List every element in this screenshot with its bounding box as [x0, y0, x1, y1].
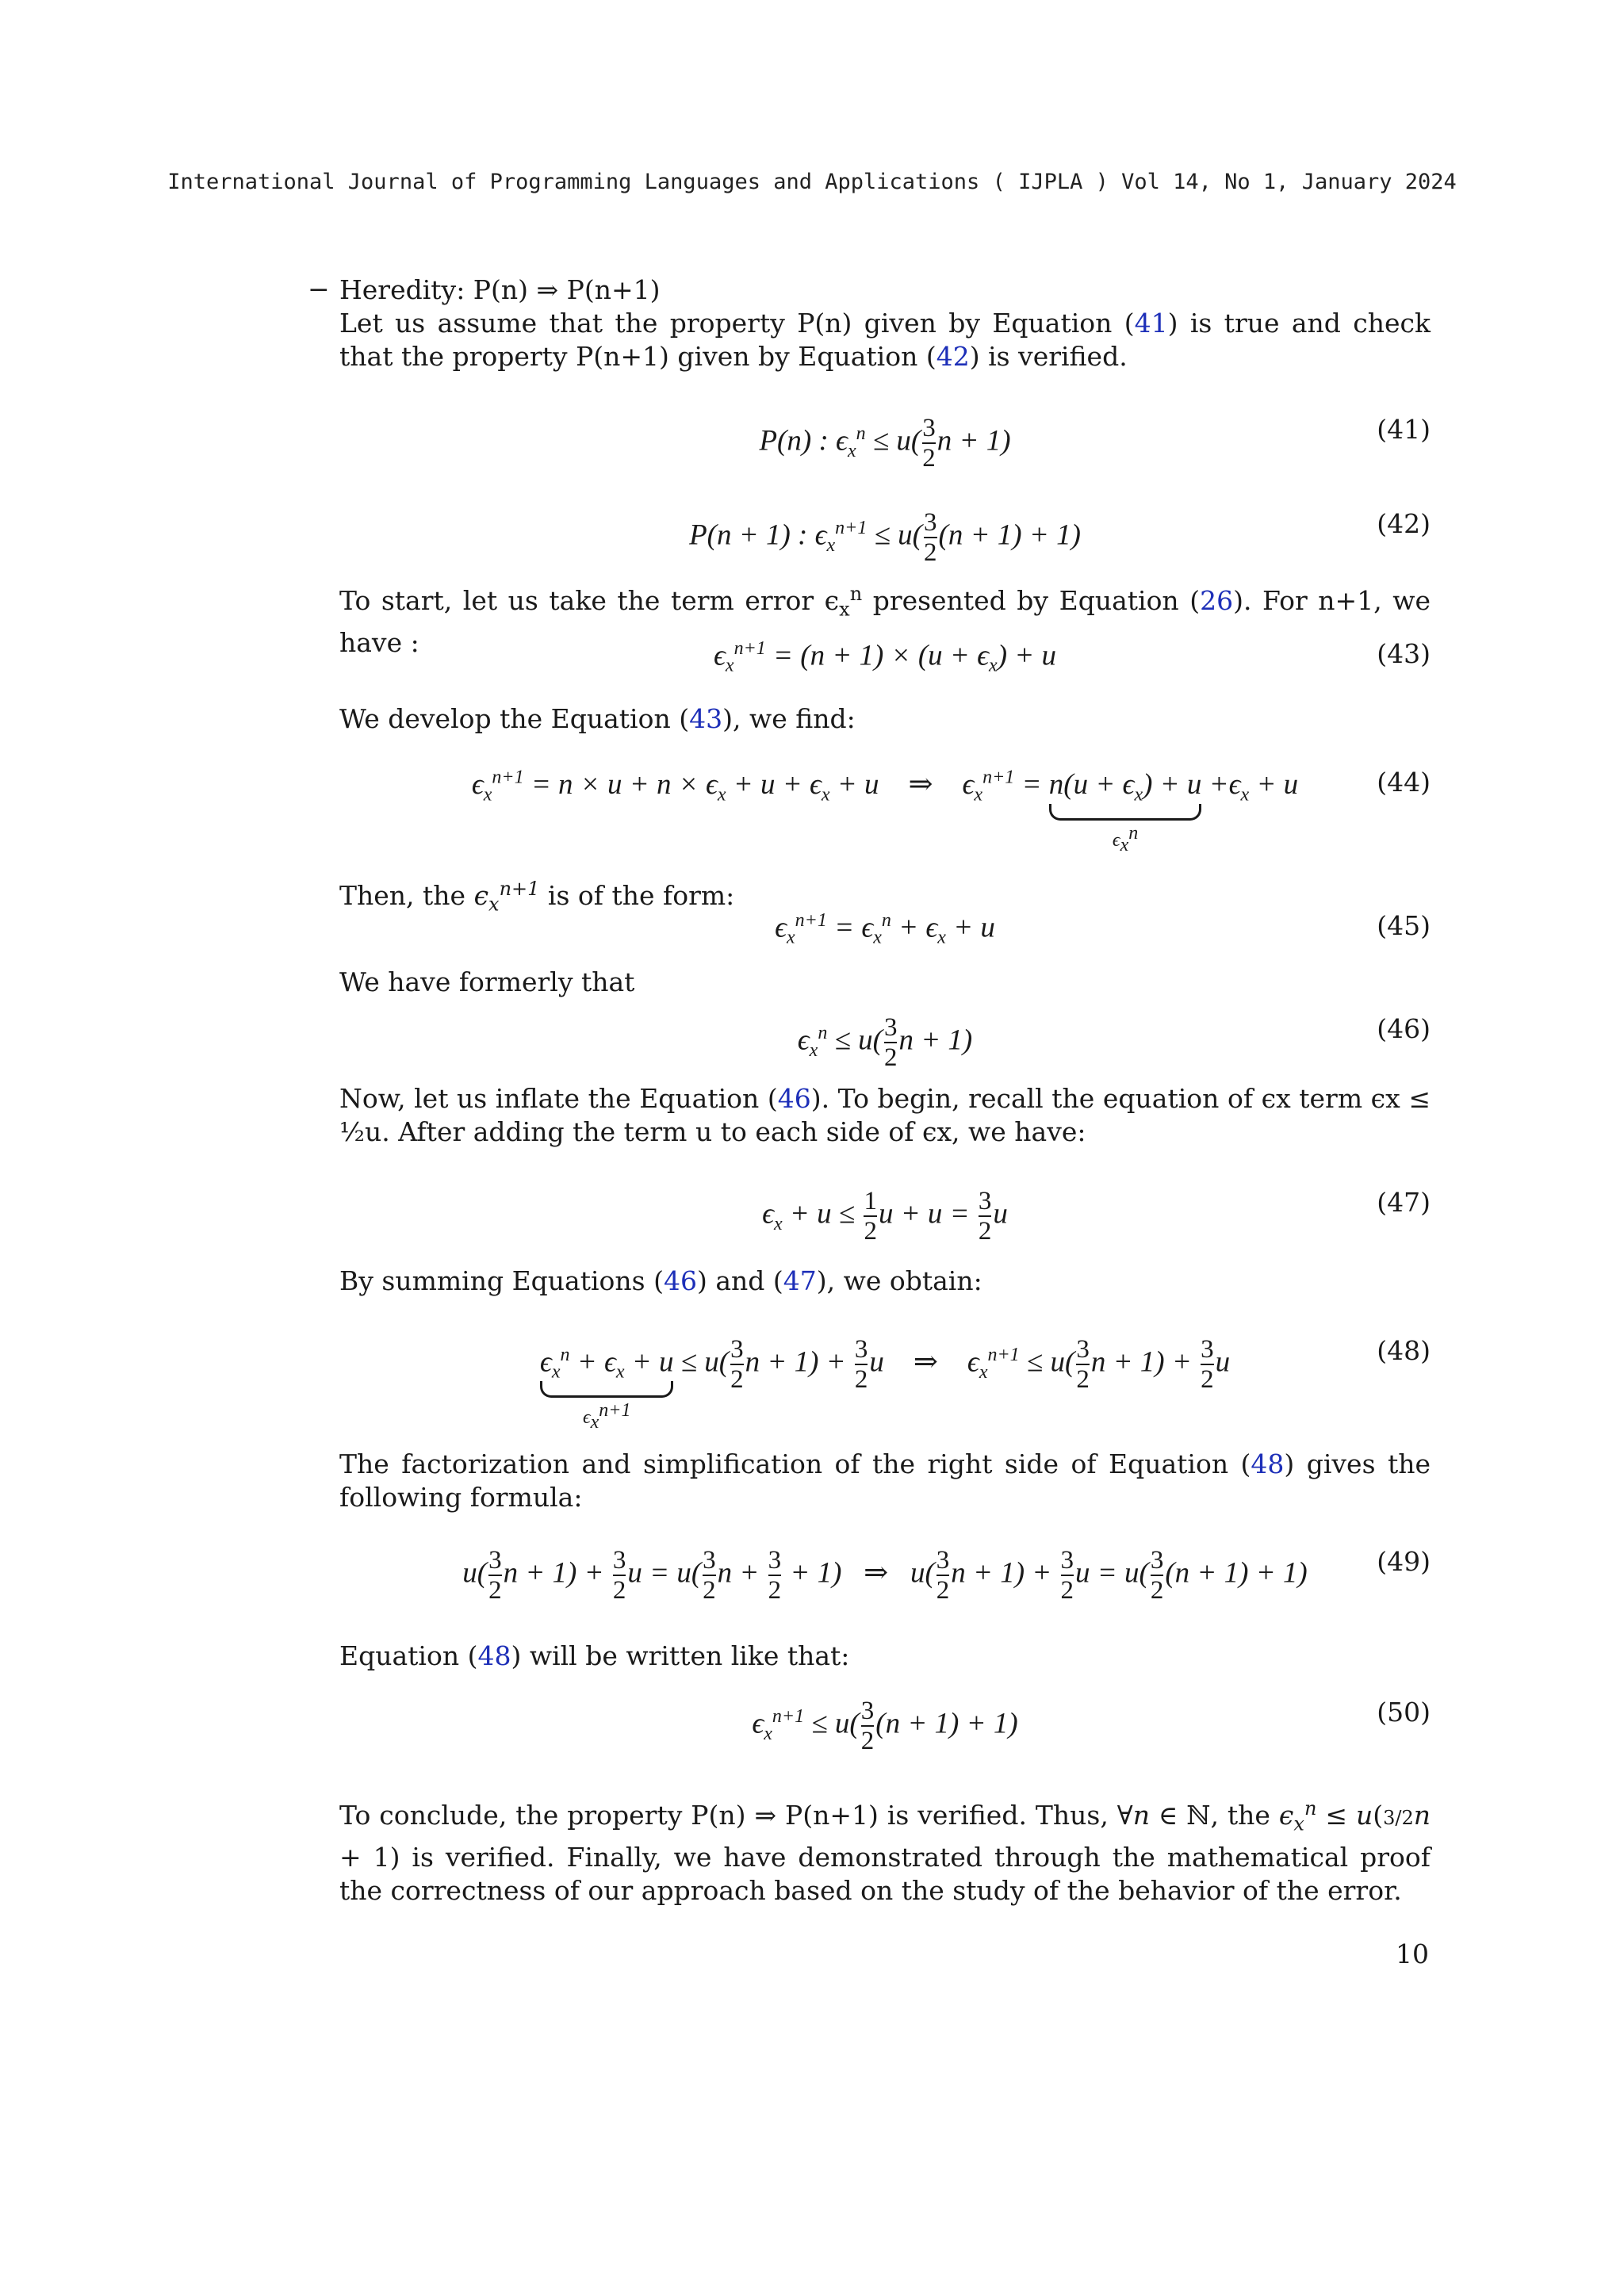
equation-number: (49) [1377, 1546, 1431, 1577]
equation-number: (48) [1377, 1335, 1431, 1366]
heredity-block [339, 274, 1431, 373]
paragraph-10: To conclude, the property P(n) ⇒ P(n+1) is verified. Thus, ∀n ∈ ℕ, the $\epsilon_x^n \le u(3/2n + 1)$ is verified. Finally, we have demonstrated through the mathematical proof the correctness of our approach based on the study of the behavior of the error. [339, 1797, 1431, 1906]
equation-42: P(n + 1) : $\epsilon_x^{n+1} \le u$( $\frac{3}{2}$ (n + 1) + 1) (42) [689, 508, 1431, 567]
heredity-title: Heredity: P(n) ⇒ P(n+1) [339, 274, 661, 305]
equation-number: (44) [1377, 767, 1431, 798]
equation-number: (45) [1377, 910, 1431, 941]
underbrace: $\epsilon_x^n + \epsilon_x + u$ $\epsilon_x^{n+1}$ [539, 1345, 674, 1433]
paragraph-6: Now, let us inflate the Equation (46). To begin, recall the equation of ϵx term ϵx ≤ ½u. After adding the term u to each side of ϵx, we have: [339, 1083, 1431, 1147]
paragraph-9: Equation (48) will be written like that: [339, 1640, 850, 1671]
paragraph-8: The factorization and simplification of the right side of Equation (48) gives the following formula: [339, 1448, 1431, 1513]
ref-link[interactable]: 48 [477, 1640, 511, 1671]
ref-link[interactable]: 41 [1134, 308, 1168, 339]
equation-number: (41) [1377, 414, 1431, 445]
paragraph-7: By summing Equations (46) and (47), we obtain: [339, 1265, 982, 1296]
journal-header: International Journal of Programming Languages and Applications ( IJPLA ) Vol 14, No 1, January 2024 [167, 170, 1457, 194]
paragraph-5: We have formerly that [339, 966, 635, 997]
equation-43: $\epsilon_x^{n+1} = (n + 1) \times (u + \epsilon_x) + u$ (43) [714, 638, 1431, 676]
equation-number: (42) [1377, 508, 1431, 539]
ref-link[interactable]: 26 [1200, 585, 1234, 616]
list-dash: − [308, 274, 330, 304]
equation-45: $\epsilon_x^{n+1} = \epsilon_x^n + \epsilon_x + u$ (45) [775, 910, 1431, 948]
paragraph-3: We develop the Equation (43), we find: [339, 703, 856, 734]
underbrace: $n(u + \epsilon_x) + u$ $\epsilon_x^n$ [1048, 768, 1202, 855]
paragraph-2: To start, let us take the term error $\epsilon_x^n$ presented by Equation (26). For n+1, we have : [339, 583, 1431, 658]
equation-number: (43) [1377, 638, 1431, 669]
ref-link[interactable]: 47 [783, 1265, 817, 1296]
paragraph-4: Then, the $\epsilon_x^{n+1}$ is of the form: [339, 878, 735, 916]
equation-46: $\epsilon_x^n \le u$( $\frac{3}{2}$ n + 1) (46) [797, 1013, 1431, 1072]
ref-link[interactable]: 43 [689, 703, 723, 734]
equation-44: $\epsilon_x^{n+1} = n \times u + n \times \epsilon_x + u + \epsilon_x + u$ ⇒ $\epsilon_x^{n+1} = n(u + \epsilon_x) + u$ $\epsilon_x^n$ $+\epsilon_x + u$ (44) [471, 767, 1431, 855]
equation-number: (50) [1377, 1697, 1431, 1728]
equation-number: (47) [1377, 1187, 1431, 1218]
equation-number: (46) [1377, 1013, 1431, 1044]
equation-49: u( $\frac{3}{2}$ n + 1) + $\frac{3}{2}$ u = u( $\frac{3}{2}$ n + $\frac{3}{2}$ + 1) ⇒ u( $\frac{3}{2}$ n + 1) + $\frac{3}{2}$ u = u( $\frac{3}{2}$ (n + 1) + 1) (49) [462, 1546, 1431, 1605]
ref-link[interactable]: 48 [1251, 1448, 1285, 1479]
ref-link[interactable]: 46 [777, 1083, 811, 1114]
ref-link[interactable]: 46 [663, 1265, 697, 1296]
equation-48: $\epsilon_x^n + \epsilon_x + u$ $\epsilon_x^{n+1}$ ≤ u( $\frac{3}{2}$ n + 1) + $\frac{3}{2}$ u ⇒ $\epsilon_x^{n+1} \le u$( $\frac{3}{2}$ n + 1) + $\frac{3}{2}$ u (48) [539, 1335, 1431, 1433]
page-number: 10 [1396, 1938, 1429, 1969]
equation-47: $\epsilon_x + u$ ≤ $\frac{1}{2}$ u + u = $\frac{3}{2}$ u (47) [762, 1187, 1431, 1246]
ref-link[interactable]: 42 [936, 341, 970, 372]
equation-50: $\epsilon_x^{n+1} \le u$( $\frac{3}{2}$ (n + 1) + 1) (50) [752, 1697, 1431, 1755]
paragraph-1: Let us assume that the property P(n) given by Equation (41) is true and check that the property P(n+1) given by Equation (42) is verified. [339, 308, 1431, 372]
equation-41: P(n) : $\epsilon_x^n \le u$( $\frac{3}{2}$ n + 1) (41) [759, 414, 1431, 473]
